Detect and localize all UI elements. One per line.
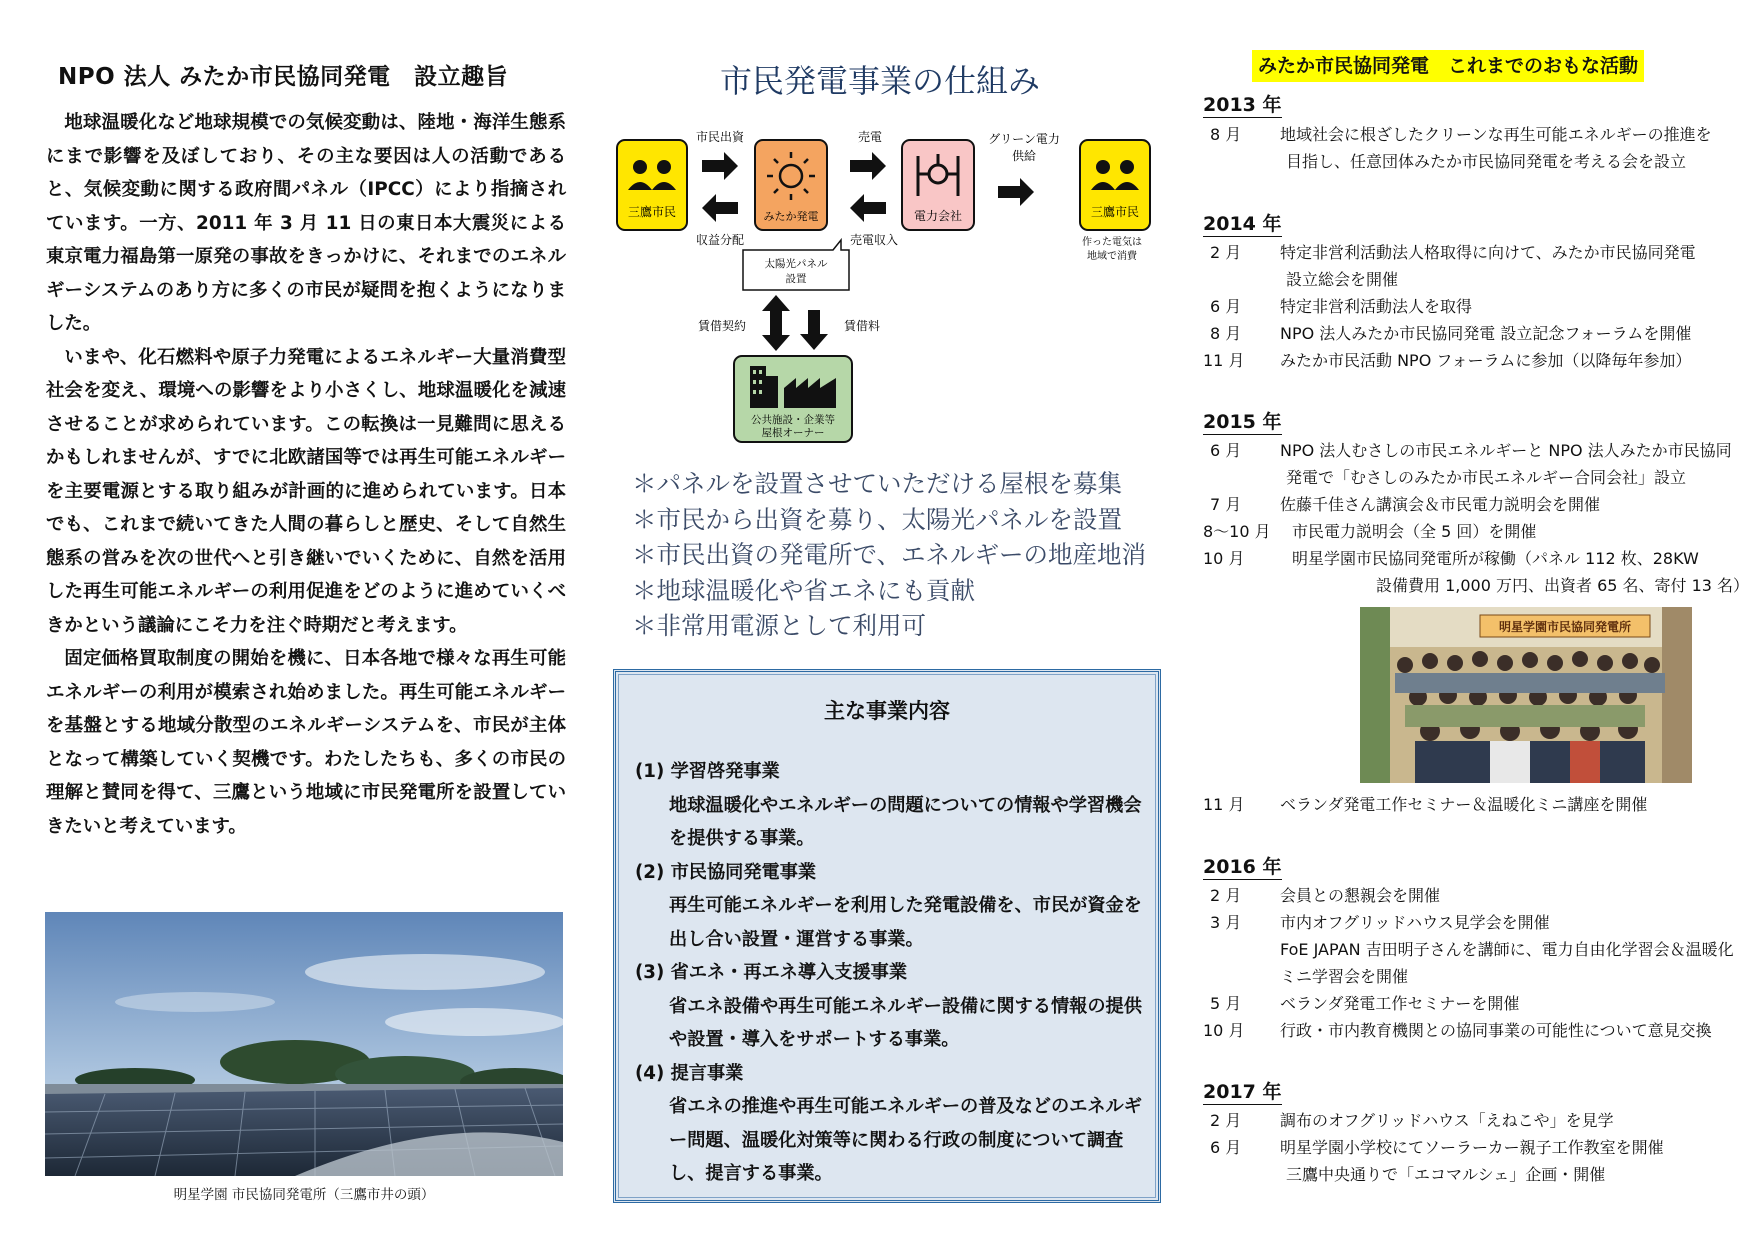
statement-paragraph: いまや、化石燃料や原子力発電によるエネルギー大量消費型社会を変え、環境への影響をより小さくし、地球温暖化を減速させることが求められています。この転換は一見難問に思えるかもしれませんが、すでに北欧諸国等では再生可能エネルギーを主要電源とする取り組みが計画的に進められています。日本でも、これまで続いてきた人間の暮らしと歴史、そして自然生態系の営みを次の世代へと引き継いでいくために、自然を活用した再生可能エネルギーの利用促進をどのように進めていくべきかという議論にこそ力を注ぐ時期だと考えます。 xyxy=(46,346,566,636)
solar-roof-illustration xyxy=(45,912,563,1176)
local-label-1: 作った電気は xyxy=(1082,237,1142,248)
photo-banner-text: 明星学園市民協同発電所 xyxy=(1498,620,1632,634)
owner-label-2: 屋根オーナー xyxy=(761,427,825,439)
event-text: NPO 法人むさしの市民エネルギーと NPO 法人みたか市民協同 xyxy=(1280,441,1732,460)
business-item-desc: 省エネの推進や再生可能エネルギーの普及などのエネルギー問題、温暖化対策等に関わる行政の制度について調査し、提言する事業。 xyxy=(669,1096,1142,1184)
event-month: 7 月 xyxy=(1210,495,1242,514)
event-month: 8〜10 月 xyxy=(1203,522,1271,541)
event-text: 特定非営利活動法人格取得に向けて、みたか市民協同発電 xyxy=(1280,243,1696,262)
panel-label-1: 太陽光パネル xyxy=(764,258,828,270)
activities-title: みたか市民協同発電 これまでのおもな活動 xyxy=(1252,50,1644,82)
event-month: 2 月 xyxy=(1210,243,1242,262)
event-text: 目指し、任意団体みたか市民協同発電を考える会を設立 xyxy=(1286,152,1687,171)
profit-label: 収益分配 xyxy=(695,233,745,247)
business-item-desc: 再生可能エネルギーを利用した発電設備を、市民が資金を出し合い設置・運営する事業。 xyxy=(669,895,1142,950)
event-text: 明星学園市民協同発電所が稼働（パネル 112 枚、28KW xyxy=(1292,549,1699,568)
event-text: 会員との懇親会を開催 xyxy=(1280,886,1441,905)
event-month: 10 月 xyxy=(1203,1021,1245,1040)
mitaka-node xyxy=(755,140,827,230)
event-month: 6 月 xyxy=(1210,297,1242,316)
roof-owner-node xyxy=(734,356,852,442)
event-month: 3 月 xyxy=(1210,913,1242,932)
event-month: 8 月 xyxy=(1210,324,1242,343)
fee-label: 賃借料 xyxy=(843,319,881,333)
sell-label: 売電 xyxy=(857,130,883,144)
event-month: 11 月 xyxy=(1203,795,1245,814)
right-arrow-icon xyxy=(702,152,738,180)
year-heading: 2014 年 xyxy=(1203,209,1282,236)
event-month: 2 月 xyxy=(1210,886,1242,905)
right-arrow-icon xyxy=(998,178,1034,206)
benefit-list xyxy=(632,466,1172,644)
event-month: 8 月 xyxy=(1210,125,1242,144)
event-text: 調布のオフグリッドハウス「えねこや」を見学 xyxy=(1280,1111,1614,1130)
down-arrow-icon xyxy=(800,310,828,350)
citizen2-label: 三鷹市民 xyxy=(1090,205,1140,219)
invest-label: 市民出資 xyxy=(695,130,745,144)
year-heading: 2016 年 xyxy=(1203,852,1282,879)
business-item-desc: 地球温暖化やエネルギーの問題についての情報や学習機会を提供する事業。 xyxy=(669,794,1142,849)
benefit-item: ＊非常用電源として利用可 xyxy=(632,611,926,640)
event-month: 2 月 xyxy=(1210,1111,1242,1130)
photo-caption: 明星学園 市民協同発電所（三鷹市井の頭） xyxy=(173,1187,435,1203)
event-text: 市民電力説明会（全 5 回）を開催 xyxy=(1292,522,1537,541)
founding-statement xyxy=(46,106,566,843)
event-text: 設備費用 1,000 万円、出資者 65 名、寄付 13 名） xyxy=(1376,576,1750,595)
business-item-head: (4) 提言事業 xyxy=(635,1062,744,1084)
power-company-node xyxy=(902,140,974,230)
business-box-inner xyxy=(618,674,1156,1198)
business-item-head: (1) 学習啓発事業 xyxy=(635,761,780,782)
event-month: 5 月 xyxy=(1210,994,1242,1013)
event-text: 市内オフグリッドハウス見学会を開催 xyxy=(1280,913,1550,932)
event-text: FoE JAPAN 吉田明子さんを講師に、電力自由化学習会＆温暖化 xyxy=(1280,940,1734,959)
year-heading: 2015 年 xyxy=(1203,407,1282,434)
event-text: ベランダ発電工作セミナー＆温暖化ミニ講座を開催 xyxy=(1280,795,1648,814)
page-title: NPO 法人 みたか市民協同発電 設立趣旨 xyxy=(58,64,509,90)
event-text: 発電で「むさしのみたか市民エネルギー合同会社」設立 xyxy=(1286,468,1687,487)
group-photo xyxy=(1360,607,1692,783)
citizen-node-consumer xyxy=(1080,140,1150,230)
scheme-diagram xyxy=(612,130,1172,450)
green-label: グリーン電力 xyxy=(988,132,1060,146)
income-label: 売電収入 xyxy=(849,233,899,247)
event-text: 三鷹中央通りで「エコマルシェ」企画・開催 xyxy=(1286,1165,1606,1184)
citizen-node xyxy=(617,140,687,230)
left-arrow-icon xyxy=(702,194,738,222)
lease-label: 賃借契約 xyxy=(697,319,747,333)
event-text: 佐藤千佳さん講演会＆市民電力説明会を開催 xyxy=(1280,495,1601,514)
business-item-head: (3) 省エネ・再エネ導入支援事業 xyxy=(635,962,908,983)
benefit-item: ＊市民出資の発電所で、エネルギーの地産地消 xyxy=(632,540,1147,569)
event-text: NPO 法人みたか市民協同発電 設立記念フォーラムを開催 xyxy=(1280,324,1692,343)
power-company-label: 電力会社 xyxy=(913,209,963,223)
business-box xyxy=(613,669,1161,1203)
business-list xyxy=(635,755,1145,1191)
mitaka-label: みたか発電 xyxy=(763,210,819,223)
event-month: 11 月 xyxy=(1203,351,1245,370)
up-down-arrow-icon xyxy=(762,295,790,351)
event-month: 10 月 xyxy=(1203,549,1245,568)
statement-paragraph: 固定価格買取制度の開始を機に、日本各地で様々な再生可能エネルギーの利用が模索され始めました。再生可能エネルギーを基盤とする地域分散型のエネルギーシステムを、市民が主体となって構築していく契機です。わたしたちも、多くの市民の理解と賛同を得て、三鷹という地域に市民発電所を設置していきたいと考えています。 xyxy=(46,648,566,837)
business-item-head: (2) 市民協同発電事業 xyxy=(635,861,817,883)
event-text: 設立総会を開催 xyxy=(1286,270,1399,289)
year-heading: 2013 年 xyxy=(1203,90,1282,117)
owner-label-1: 公共施設・企業等 xyxy=(751,414,835,426)
panel-callout xyxy=(743,240,849,290)
supply-label: 供給 xyxy=(1011,149,1037,163)
business-title: 主な事業内容 xyxy=(824,699,950,723)
local-label-2: 地域で消費 xyxy=(1087,251,1137,262)
benefit-item: ＊パネルを設置させていただける屋根を募集 xyxy=(632,469,1122,498)
group-photo-illustration xyxy=(1360,607,1692,783)
event-text: みたか市民活動 NPO フォーラムに参加（以降毎年参加） xyxy=(1280,351,1692,370)
statement-paragraph: 地球温暖化など地球規模での気候変動は、陸地・海洋生態系にまで影響を及ぼしており、その主な要因は人の活動であると、気候変動に関する政府間パネル（IPCC）により指摘されています。一方、2011 年 3 月 11 日の東日本大震災による東京電力福島第一原発の事故をきっかけに、それまでのエネルギーシステムのあり方に多くの市民が疑問を抱くようになりました。 xyxy=(46,112,566,334)
event-text: 地域社会に根ざしたクリーンな再生可能エネルギーの推進を xyxy=(1280,125,1712,144)
benefit-item: ＊市民から出資を募り、太陽光パネルを設置 xyxy=(632,504,1122,534)
benefit-item: ＊地球温暖化や省エネにも貢献 xyxy=(632,575,975,605)
event-text: ベランダ発電工作セミナーを開催 xyxy=(1280,994,1520,1013)
scheme-title: 市民発電事業の仕組み xyxy=(719,62,1040,100)
left-arrow-icon xyxy=(850,194,886,222)
panel-label-2: 設置 xyxy=(785,273,807,285)
event-text: 特定非営利活動法人を取得 xyxy=(1280,297,1473,316)
solar-roof-photo xyxy=(45,912,563,1176)
event-month: 6 月 xyxy=(1210,1138,1242,1157)
event-text: ミニ学習会を開催 xyxy=(1280,967,1409,986)
event-text: 行政・市内教育機関との協同事業の可能性について意見交換 xyxy=(1280,1021,1712,1040)
event-text: 明星学園小学校にてソーラーカー親子工作教室を開催 xyxy=(1280,1138,1664,1157)
citizen-label: 三鷹市民 xyxy=(627,205,677,219)
right-arrow-icon xyxy=(850,152,886,180)
business-item-desc: 省エネ設備や再生可能エネルギー設備に関する情報の提供や設置・導入をサポートする事業。 xyxy=(669,995,1142,1050)
year-heading: 2017 年 xyxy=(1203,1077,1282,1104)
event-month: 6 月 xyxy=(1210,441,1242,460)
